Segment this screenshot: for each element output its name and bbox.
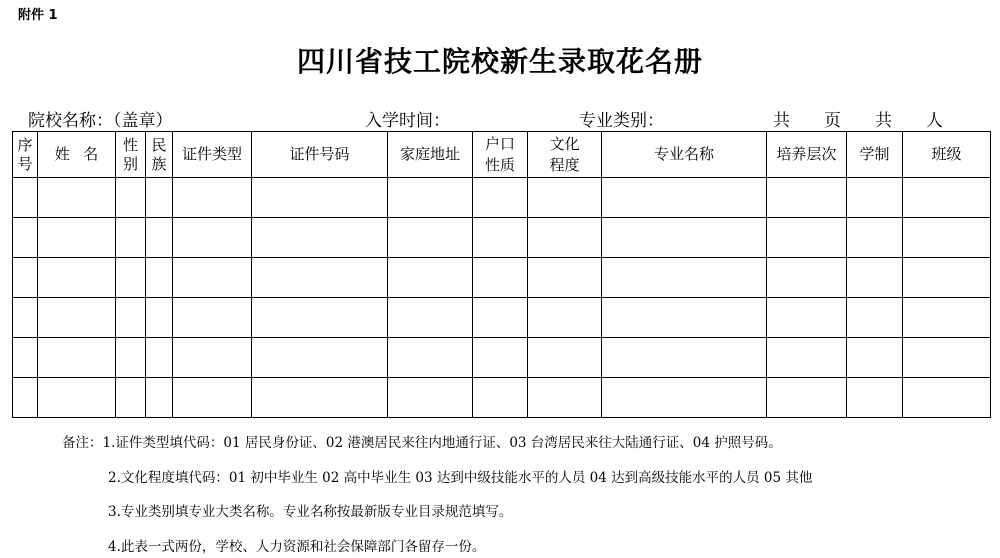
table-cell — [252, 178, 388, 218]
table-cell — [388, 338, 473, 378]
table-row — [13, 298, 991, 338]
table-cell — [252, 218, 388, 258]
table-cell — [146, 218, 173, 258]
table-cell — [388, 218, 473, 258]
school-name-label: 院校名称：（盖章） — [28, 111, 173, 131]
table-cell — [173, 378, 252, 418]
total-count-label: 共 页 共 人 — [773, 111, 943, 131]
table-cell — [602, 258, 767, 298]
table-header-row — [13, 132, 991, 178]
column-header-id-number: 证件号码 — [252, 132, 388, 178]
table-cell — [38, 378, 116, 418]
enroll-time-label: 入学时间： — [365, 111, 450, 131]
table-cell — [146, 338, 173, 378]
table-cell — [903, 258, 991, 298]
table-row — [13, 178, 991, 218]
table-cell — [903, 298, 991, 338]
table-cell — [388, 258, 473, 298]
column-header-hukou-type: 户口性质 — [473, 132, 528, 178]
table-cell — [252, 338, 388, 378]
attachment-label: 附件 1 — [18, 8, 58, 23]
table-cell — [38, 338, 116, 378]
table-cell — [252, 258, 388, 298]
table-cell — [252, 378, 388, 418]
table-cell — [388, 378, 473, 418]
column-header-duration: 学制 — [847, 132, 903, 178]
table-cell — [473, 338, 528, 378]
note-line-1: 备注：1.证件类型填代码：01 居民身份证、02 港澳居民来往内地通行证、03 台湾居民来往大陆通行证、04 护照号码。 — [62, 435, 782, 451]
table-cell — [146, 298, 173, 338]
table-cell — [13, 298, 38, 338]
table-cell — [13, 378, 38, 418]
table-cell — [38, 258, 116, 298]
roster-table — [12, 131, 991, 418]
major-category-label: 专业类别： — [579, 111, 664, 131]
table-cell — [528, 298, 602, 338]
table-cell — [847, 298, 903, 338]
table-cell — [602, 218, 767, 258]
table-cell — [38, 178, 116, 218]
table-cell — [903, 178, 991, 218]
table-cell — [767, 338, 847, 378]
table-cell — [38, 218, 116, 258]
table-cell — [473, 218, 528, 258]
table-cell — [528, 378, 602, 418]
table-cell — [173, 178, 252, 218]
note-line-3: 3.专业类别填专业大类名称。专业名称按最新版专业目录规范填写。 — [108, 504, 513, 520]
table-cell — [528, 178, 602, 218]
table-cell — [903, 378, 991, 418]
table-row — [13, 258, 991, 298]
note-line-2: 2.文化程度填代码：01 初中毕业生 02 高中毕业生 03 达到中级技能水平的人员 04 达到高级技能水平的人员 05 其他 — [108, 470, 813, 486]
table-cell — [602, 298, 767, 338]
table-cell — [903, 338, 991, 378]
table-cell — [116, 178, 146, 218]
column-header-ethnicity: 民族 — [146, 132, 173, 178]
table-cell — [767, 378, 847, 418]
table-cell — [602, 338, 767, 378]
table-cell — [847, 258, 903, 298]
table-cell — [767, 298, 847, 338]
column-header-class: 班级 — [903, 132, 991, 178]
table-cell — [767, 258, 847, 298]
table-cell — [146, 258, 173, 298]
table-cell — [146, 378, 173, 418]
note-line-4: 4.此表一式两份，学校、人力资源和社会保障部门各留存一份。 — [108, 539, 486, 555]
table-row — [13, 378, 991, 418]
table-cell — [116, 378, 146, 418]
table-cell — [173, 258, 252, 298]
table-cell — [116, 298, 146, 338]
table-cell — [473, 258, 528, 298]
table-cell — [767, 218, 847, 258]
table-cell — [473, 378, 528, 418]
table-cell — [173, 338, 252, 378]
table-cell — [602, 178, 767, 218]
table-cell — [173, 218, 252, 258]
table-cell — [903, 218, 991, 258]
table-cell — [847, 338, 903, 378]
table-cell — [38, 298, 116, 338]
table-cell — [252, 298, 388, 338]
table-cell — [473, 298, 528, 338]
table-cell — [847, 378, 903, 418]
table-row — [13, 218, 991, 258]
column-header-gender: 性别 — [116, 132, 146, 178]
table-cell — [13, 178, 38, 218]
page-title: 四川省技工院校新生录取花名册 — [296, 45, 703, 78]
table-cell — [767, 178, 847, 218]
table-cell — [847, 218, 903, 258]
column-header-home-address: 家庭地址 — [388, 132, 473, 178]
table-cell — [528, 258, 602, 298]
table-cell — [602, 378, 767, 418]
column-header-major-name: 专业名称 — [602, 132, 767, 178]
table-row — [13, 338, 991, 378]
table-cell — [388, 178, 473, 218]
table-cell — [116, 218, 146, 258]
table-cell — [388, 298, 473, 338]
table-cell — [116, 338, 146, 378]
table-cell — [13, 338, 38, 378]
column-header-education: 文化程度 — [528, 132, 602, 178]
column-header-training-level: 培养层次 — [767, 132, 847, 178]
table-body — [13, 178, 991, 418]
column-header-id-type: 证件类型 — [173, 132, 252, 178]
column-header-serial: 序号 — [13, 132, 38, 178]
table-cell — [528, 338, 602, 378]
table-cell — [13, 258, 38, 298]
table-cell — [173, 298, 252, 338]
table-cell — [116, 258, 146, 298]
table-cell — [847, 178, 903, 218]
table-cell — [146, 178, 173, 218]
column-header-name: 姓名 — [38, 132, 116, 178]
table-cell — [528, 218, 602, 258]
table-cell — [13, 218, 38, 258]
table-cell — [473, 178, 528, 218]
